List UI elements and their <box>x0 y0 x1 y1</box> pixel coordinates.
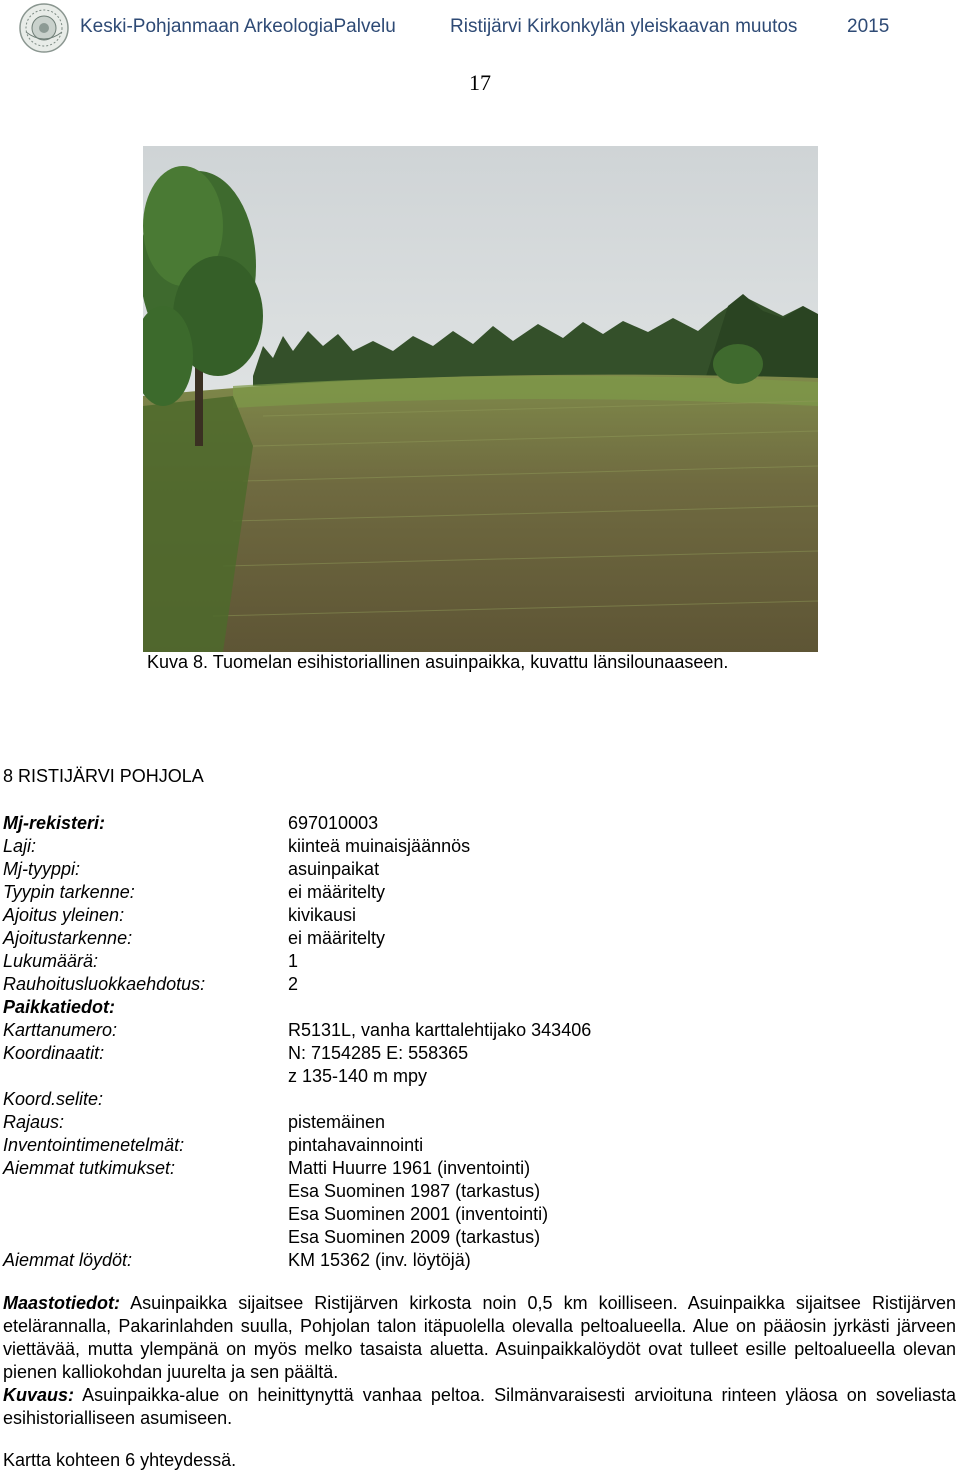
info-value: 697010003 <box>288 813 379 833</box>
info-row-koord-selite <box>3 1088 953 1111</box>
info-value: R5131L, vanha karttalehtijako 343406 <box>288 1020 592 1040</box>
info-value: ei määritelty <box>288 882 386 902</box>
kuvaus-label: Kuvaus: <box>3 1385 75 1405</box>
info-value: KM 15362 (inv. löytöjä) <box>288 1250 471 1270</box>
site-description <box>3 1292 956 1430</box>
info-row-mj-tyyppi <box>3 858 953 881</box>
info-label: Rajaus: <box>3 1112 65 1132</box>
kuvaus-text: Asuinpaikka-alue on heinittynyttä vanhaa peltoa. Silmänvaraisesti arvioituna rinteen yläosa on soveliasta esihistorialliseen asumiseen. <box>3 1385 956 1428</box>
info-value: asuinpaikat <box>288 859 380 879</box>
info-label: Ajoitus yleinen: <box>3 905 125 925</box>
photo-caption: Kuva 8. Tuomelan esihistoriallinen asuinpaikka, kuvattu länsilounaaseen. <box>147 652 729 672</box>
info-value: kivikausi <box>288 905 357 925</box>
map-reference-note: Kartta kohteen 6 yhteydessä. <box>3 1450 237 1470</box>
info-value: kiinteä muinaisjäännös <box>288 836 471 856</box>
info-value: pistemäinen <box>288 1112 386 1132</box>
info-row-tyypin-tarkenne <box>3 881 953 904</box>
info-label: Aiemmat löydöt: <box>3 1250 133 1270</box>
maastotiedot-paragraph <box>3 1292 956 1384</box>
info-label: Koord.selite: <box>3 1089 104 1109</box>
info-label: Lukumäärä: <box>3 951 99 971</box>
field-photo-illustration <box>143 146 818 652</box>
info-row-aiemmat-tutkimukset <box>3 1157 953 1180</box>
info-row-rajaus <box>3 1111 953 1134</box>
info-row-aiemmat-tutkimukset-4 <box>3 1226 953 1249</box>
info-row-mj-rekisteri <box>3 812 953 835</box>
page-number: 17 <box>469 70 491 95</box>
site-info-table <box>3 812 953 1272</box>
info-row-laji <box>3 835 953 858</box>
info-label: Tyypin tarkenne: <box>3 882 135 902</box>
info-value: pintahavainnointi <box>288 1135 424 1155</box>
info-row-koordinaatit <box>3 1042 953 1065</box>
header-year: 2015 <box>847 16 890 37</box>
info-row-aiemmat-tutkimukset-2 <box>3 1180 953 1203</box>
info-row-aiemmat-tutkimukset-3 <box>3 1203 953 1226</box>
info-label: Laji: <box>3 836 37 856</box>
info-value: 1 <box>288 951 299 971</box>
info-value: Esa Suominen 1987 (tarkastus) <box>288 1181 541 1201</box>
info-row-aiemmat-loydot <box>3 1249 953 1272</box>
header-project-title: Ristijärvi Kirkonkylän yleiskaavan muutos <box>450 16 798 37</box>
info-value: Esa Suominen 2001 (inventointi) <box>288 1204 549 1224</box>
info-label: Karttanumero: <box>3 1020 118 1040</box>
info-value: ei määritelty <box>288 928 386 948</box>
info-section-label: Paikkatiedot: <box>3 997 116 1017</box>
maastotiedot-text: Asuinpaikka sijaitsee Ristijärven kirkosta noin 0,5 km koilliseen. Asuinpaikka sijaitsee Ristijärven etelärannalla, Pakarinlahden suulla, Pohjolan talon itäpuolella olevalla peltoalueella. Alue on pääosin jyrkästi järveen viettävää, mutta ylempänä on myös melko tasaista aluetta. Asuinpaikkalöydöt ovat tulleet esille peltoalueella olevan pienen kalliokohdan juurelta ja sen päältä. <box>3 1293 957 1382</box>
info-label: Aiemmat tutkimukset: <box>3 1158 176 1178</box>
info-row-ajoitus-yleinen <box>3 904 953 927</box>
info-row-karttanumero <box>3 1019 953 1042</box>
info-value: Matti Huurre 1961 (inventointi) <box>288 1158 531 1178</box>
info-value: Esa Suominen 2009 (tarkastus) <box>288 1227 541 1247</box>
info-label: Mj-rekisteri: <box>3 813 106 833</box>
info-label: Koordinaatit: <box>3 1043 105 1063</box>
info-label: Ajoitustarkenne: <box>3 928 133 948</box>
organization-logo-icon <box>18 2 70 54</box>
info-row-paikkatiedot <box>3 996 953 1019</box>
info-row-ajoitustarkenne <box>3 927 953 950</box>
info-row-lukumaara <box>3 950 953 973</box>
header-organization: Keski-Pohjanmaan ArkeologiaPalvelu <box>80 16 396 37</box>
field-photo <box>143 146 818 652</box>
maastotiedot-label: Maastotiedot: <box>3 1293 120 1313</box>
section-title: 8 RISTIJÄRVI POHJOLA <box>3 766 204 786</box>
info-row-rauhoitus <box>3 973 953 996</box>
info-value: 2 <box>288 974 299 994</box>
info-label: Mj-tyyppi: <box>3 859 81 879</box>
info-label: Inventointimenetelmät: <box>3 1135 185 1155</box>
kuvaus-paragraph <box>3 1384 956 1430</box>
info-label: Rauhoitusluokkaehdotus: <box>3 974 206 994</box>
info-value: N: 7154285 E: 558365 <box>288 1043 469 1063</box>
info-row-koordinaatit-z <box>3 1065 953 1088</box>
info-row-inventointimenetelmat <box>3 1134 953 1157</box>
info-value: z 135-140 m mpy <box>288 1066 428 1086</box>
